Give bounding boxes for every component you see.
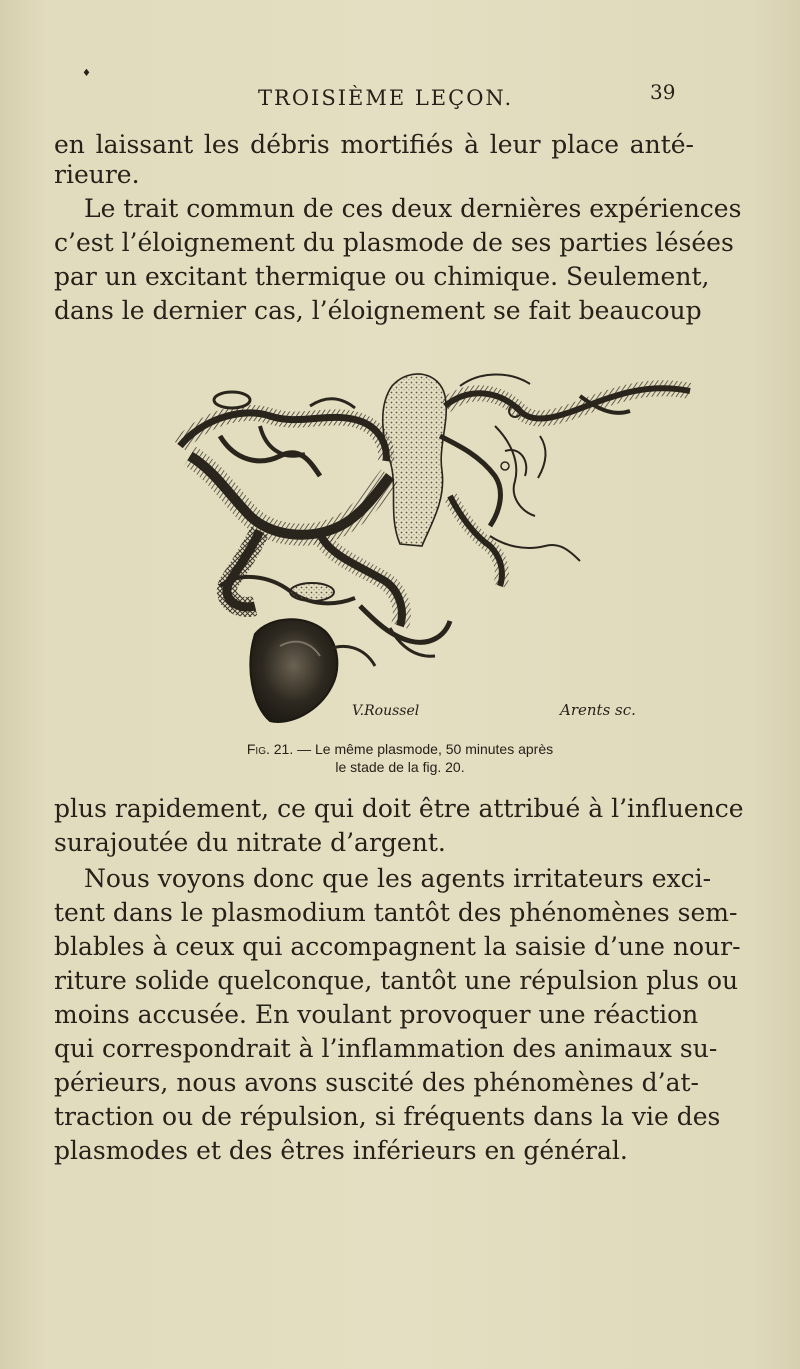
text-line: plasmodes et des êtres inférieurs en général. <box>54 1136 628 1165</box>
text-line: blables à ceux qui accompagnent la saisie d’une nour- <box>54 932 741 961</box>
text-line: dans le dernier cas, l’éloignement se fait beaucoup <box>54 296 702 325</box>
text-line: par un excitant thermique ou chimique. Seulement, <box>54 262 710 291</box>
text-line: surajoutée du nitrate d’argent. <box>54 828 446 857</box>
text-line: moins accusée. En voulant provoquer une réaction <box>54 1000 699 1029</box>
figure-caption <box>180 740 620 759</box>
text-line: qui correspondrait à l’inflammation des animaux su- <box>54 1034 718 1063</box>
text-line: riture solide quelconque, tantôt une répulsion plus ou <box>54 966 739 995</box>
text-line: rieure. <box>54 160 140 189</box>
text-line: c’est l’éloignement du plasmode de ses parties lésées <box>54 228 734 257</box>
running-title: TROISIÈME LEÇON. <box>258 86 514 110</box>
illustrator-signature: V.Roussel <box>352 703 420 719</box>
text-line: en laissant les débris mortifiés à leur place anté- <box>54 130 694 159</box>
text-line: tent dans le plasmodium tantôt des phénomènes sem- <box>54 898 738 927</box>
margin-mark: ♦ <box>82 68 91 79</box>
figure-caption-line-2: le stade de la fig. 20. <box>335 759 465 775</box>
running-header <box>0 82 800 112</box>
figure-label: Fig. 21. <box>246 741 294 757</box>
text-line: périeurs, nous avons suscité des phénomènes d’at- <box>54 1068 699 1097</box>
text-line: Le trait commun de ces deux dernières expériences <box>84 194 742 223</box>
caption-text: — Le même plasmode, 50 minutes après <box>297 741 554 757</box>
plasmodium-illustration <box>160 366 720 734</box>
page-number: 39 <box>650 80 676 104</box>
text-line: traction ou de répulsion, si fréquents dans la vie des <box>54 1102 721 1131</box>
engraver-signature: Arents sc. <box>560 701 636 719</box>
text-line: Nous voyons donc que les agents irritateurs exci- <box>84 864 712 893</box>
text-line: plus rapidement, ce qui doit être attribué à l’influence <box>54 794 744 823</box>
